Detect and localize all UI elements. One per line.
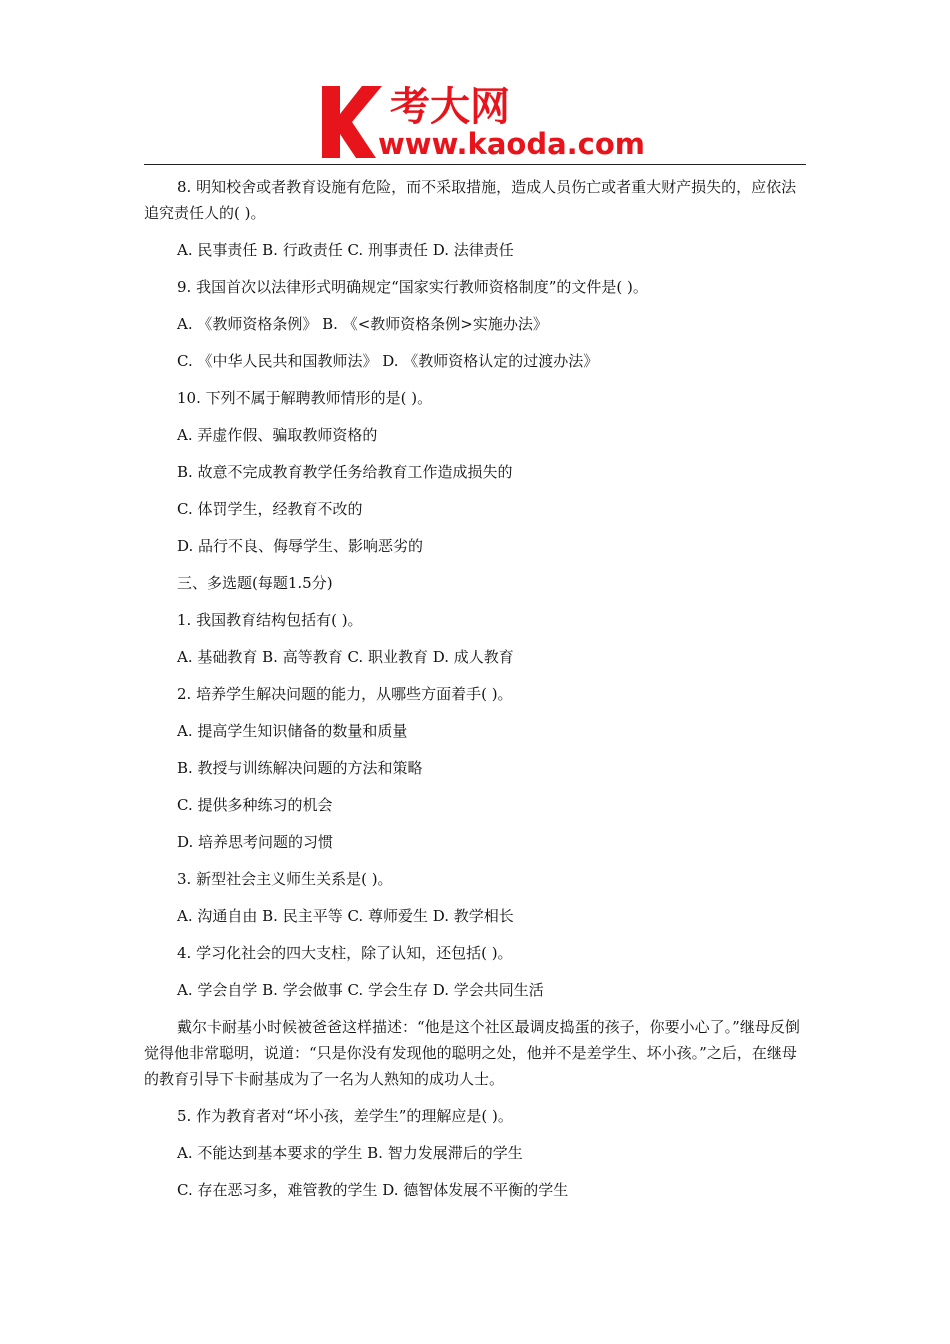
question-10-option-b: B. 故意不完成教育教学任务给教育工作造成损失的 [177,463,513,481]
question-10-option-a: A. 弄虚作假、骗取教师资格的 [177,426,378,444]
multi-1-stem: 1. 我国教育结构包括有( )。 [177,611,363,629]
multi-2-option-d: D. 培养思考问题的习惯 [177,833,334,851]
kaoda-logo[interactable] [318,80,648,162]
multi-5-options-cd: C. 存在恶习多，难管教的学生 D. 德智体发展不平衡的学生 [177,1181,569,1199]
reading-passage: 戴尔卡耐基小时候被爸爸这样描述：“他是这个社区最调皮捣蛋的孩子，你要小心了。”继母反倒觉得他非常聪明，说道：“只是你没有发现他的聪明之处，他并不是差学生、坏小孩。”之后，在继母的教育引导下卡耐基成为了一名为人熟知的成功人士。 [144,1018,800,1088]
logo-chinese-text: 考大网 [390,84,510,130]
multi-2-option-b: B. 教授与训练解决问题的方法和策略 [177,759,423,777]
section-3-heading: 三、多选题(每题1.5分) [177,574,333,592]
multi-5-stem: 5. 作为教育者对“坏小孩，差学生”的理解应是( )。 [177,1107,513,1125]
multi-2-option-c: C. 提供多种练习的机会 [177,796,333,814]
multi-3-stem: 3. 新型社会主义师生关系是( )。 [177,870,393,888]
k-mark-icon [322,86,382,158]
question-10-stem: 10. 下列不属于解聘教师情形的是( )。 [177,389,433,407]
multi-2-stem: 2. 培养学生解决问题的能力，从哪些方面着手( )。 [177,685,513,703]
multi-5-options-ab: A. 不能达到基本要求的学生 B. 智力发展滞后的学生 [177,1144,523,1162]
document-body [144,174,806,1214]
multi-1-options: A. 基础教育 B. 高等教育 C. 职业教育 D. 成人教育 [177,648,514,666]
question-8-stem: 8. 明知校舍或者教育设施有危险，而不采取措施，造成人员伤亡或者重大财产损失的，应依法追究责任人的( )。 [144,178,797,222]
logo-url-text: www.kaoda.com [378,127,645,161]
question-9-stem: 9. 我国首次以法律形式明确规定“国家实行教师资格制度”的文件是( )。 [177,278,648,296]
question-8-options: A. 民事责任 B. 行政责任 C. 刑事责任 D. 法律责任 [177,241,514,259]
question-9-options-ab: A. 《教师资格条例》 B. 《<教师资格条例>实施办法》 [177,315,548,333]
header-divider [144,164,806,165]
question-10-option-d: D. 品行不良、侮辱学生、影响恶劣的 [177,537,424,555]
multi-4-options: A. 学会自学 B. 学会做事 C. 学会生存 D. 学会共同生活 [177,981,544,999]
multi-4-stem: 4. 学习化社会的四大支柱，除了认知，还包括( )。 [177,944,513,962]
multi-2-option-a: A. 提高学生知识储备的数量和质量 [177,722,408,740]
multi-3-options: A. 沟通自由 B. 民主平等 C. 尊师爱生 D. 教学相长 [177,907,514,925]
question-10-option-c: C. 体罚学生，经教育不改的 [177,500,363,518]
question-9-options-cd: C. 《中华人民共和国教师法》 D. 《教师资格认定的过渡办法》 [177,352,599,370]
